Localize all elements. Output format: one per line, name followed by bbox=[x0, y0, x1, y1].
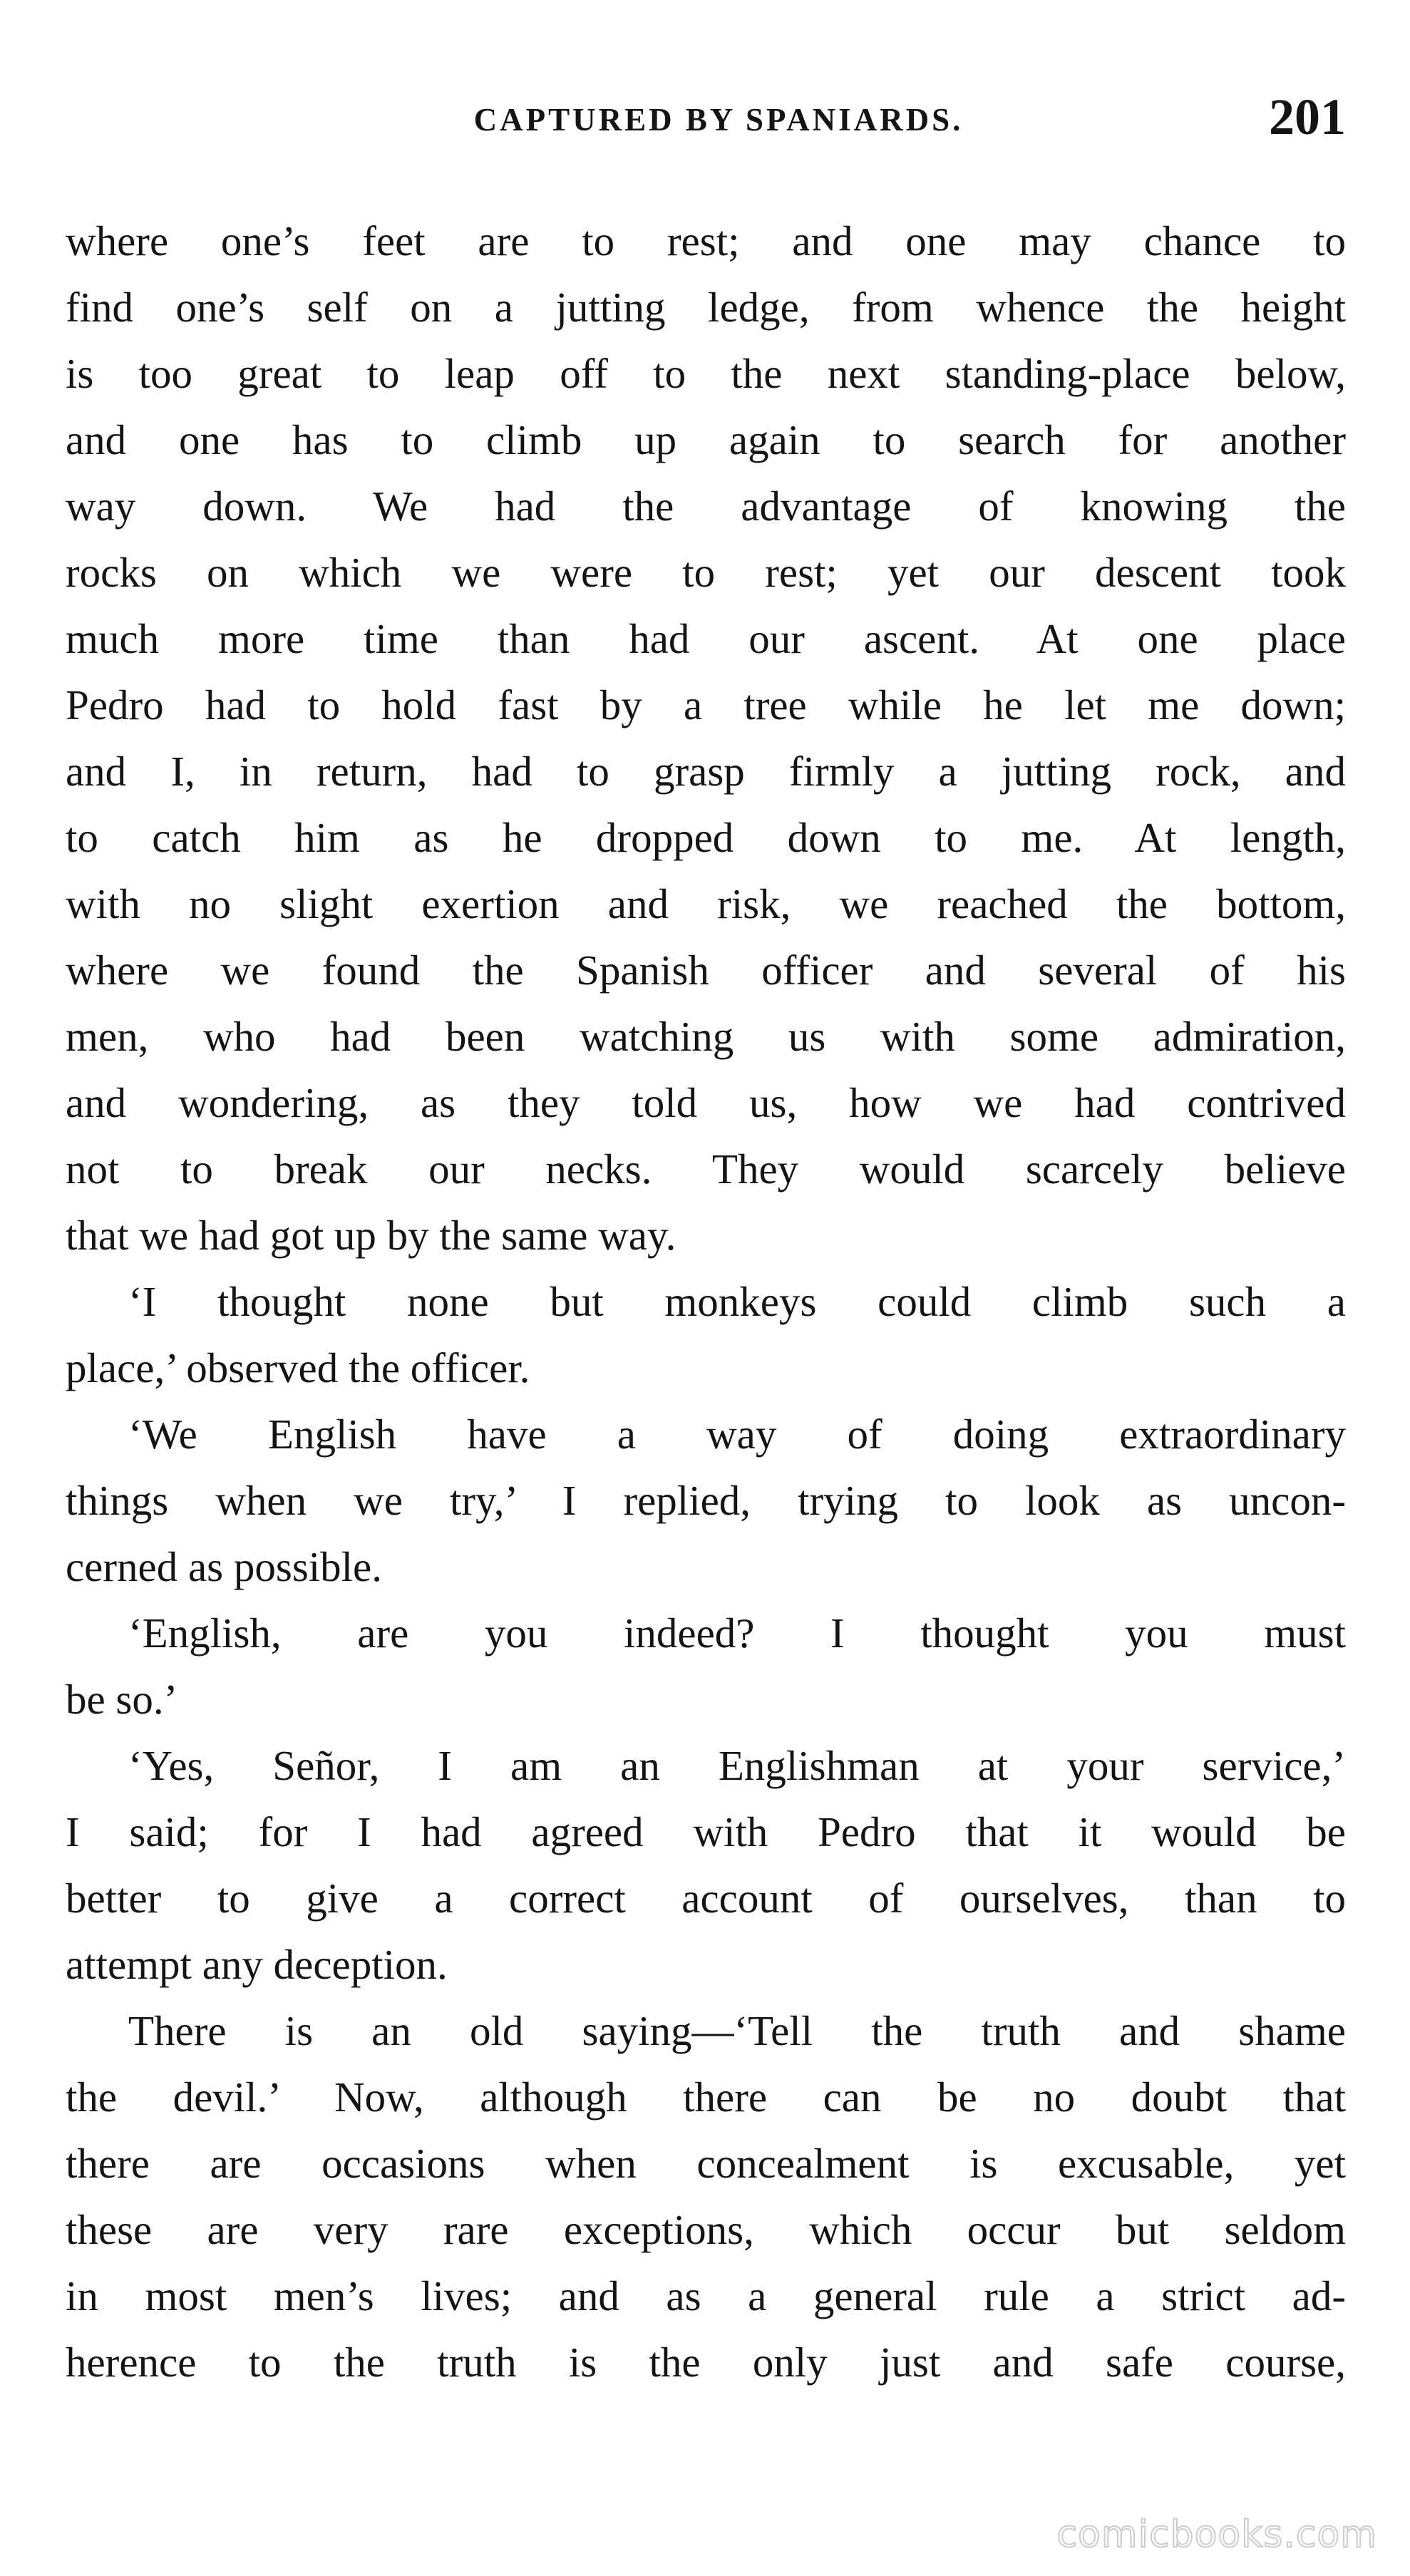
text-line: find one’s self on a jutting ledge, from whence the height bbox=[66, 284, 1346, 331]
text-line: ‘We English have a way of doing extraordinary bbox=[128, 1411, 1346, 1458]
body-text bbox=[66, 208, 1346, 2396]
watermark: comicbooks.com bbox=[1056, 2513, 1377, 2556]
text-line: and one has to climb up again to search for another bbox=[66, 416, 1346, 463]
text-line: not to break our necks. They would scarcely believe bbox=[66, 1145, 1346, 1192]
text-line: I said; for I had agreed with Pedro that it would be bbox=[66, 1808, 1346, 1855]
text-line: where we found the Spanish officer and several of his bbox=[66, 947, 1346, 994]
text-line: things when we try,’ I replied, trying to look as uncon- bbox=[66, 1477, 1346, 1524]
text-line: is too great to leap off to the next standing-place below, bbox=[66, 350, 1346, 397]
text-line: ‘I thought none but monkeys could climb such a bbox=[128, 1278, 1346, 1325]
text-line: with no slight exertion and risk, we reached the bottom, bbox=[66, 880, 1346, 927]
text-line: attempt any deception. bbox=[66, 1941, 448, 1988]
text-line: to catch him as he dropped down to me. At length, bbox=[66, 814, 1346, 861]
paragraph-old-saying bbox=[66, 1998, 1346, 2396]
paragraph-senor-answer bbox=[66, 1733, 1346, 1998]
text-line: that we had got up by the same way. bbox=[66, 1212, 676, 1259]
text-line: place,’ observed the officer. bbox=[66, 1344, 530, 1391]
text-line: way down. We had the advantage of knowing the bbox=[66, 483, 1346, 530]
text-line: where one’s feet are to rest; and one may chance to bbox=[66, 217, 1346, 264]
text-line: cerned as possible. bbox=[66, 1543, 382, 1590]
text-line: and wondering, as they told us, how we had contrived bbox=[66, 1079, 1346, 1126]
text-line: Pedro had to hold fast by a tree while he let me down; bbox=[66, 681, 1346, 728]
text-line: ‘English, are you indeed? I thought you must bbox=[128, 1609, 1346, 1657]
paragraph-english-question bbox=[66, 1600, 1346, 1733]
text-line: There is an old saying—‘Tell the truth and shame bbox=[128, 2007, 1346, 2054]
page-number: 201 bbox=[1269, 88, 1346, 145]
text-line: there are occasions when concealment is excusable, yet bbox=[66, 2140, 1346, 2187]
paragraph-descent bbox=[66, 208, 1346, 1269]
text-line: herence to the truth is the only just and safe course, bbox=[66, 2339, 1346, 2386]
text-line: rocks on which we were to rest; yet our descent took bbox=[66, 549, 1346, 596]
text-line: and I, in return, had to grasp firmly a jutting rock, and bbox=[66, 748, 1346, 795]
text-line: ‘Yes, Señor, I am an Englishman at your service,’ bbox=[128, 1742, 1346, 1789]
text-line: be so.’ bbox=[66, 1676, 178, 1723]
text-line: better to give a correct account of ourselves, than to bbox=[66, 1875, 1346, 1922]
text-line: in most men’s lives; and as a general rule a strict ad- bbox=[66, 2272, 1346, 2319]
text-line: the devil.’ Now, although there can be no doubt that bbox=[66, 2073, 1346, 2121]
paragraph-officer-remark bbox=[66, 1269, 1346, 1401]
running-title: CAPTURED BY SPANIARDS. bbox=[473, 102, 964, 138]
text-line: men, who had been watching us with some admiration, bbox=[66, 1013, 1346, 1060]
paragraph-reply bbox=[66, 1401, 1346, 1600]
running-head bbox=[66, 88, 1346, 155]
text-line: these are very rare exceptions, which occur but seldom bbox=[66, 2206, 1346, 2253]
text-line: much more time than had our ascent. At one place bbox=[66, 615, 1346, 662]
